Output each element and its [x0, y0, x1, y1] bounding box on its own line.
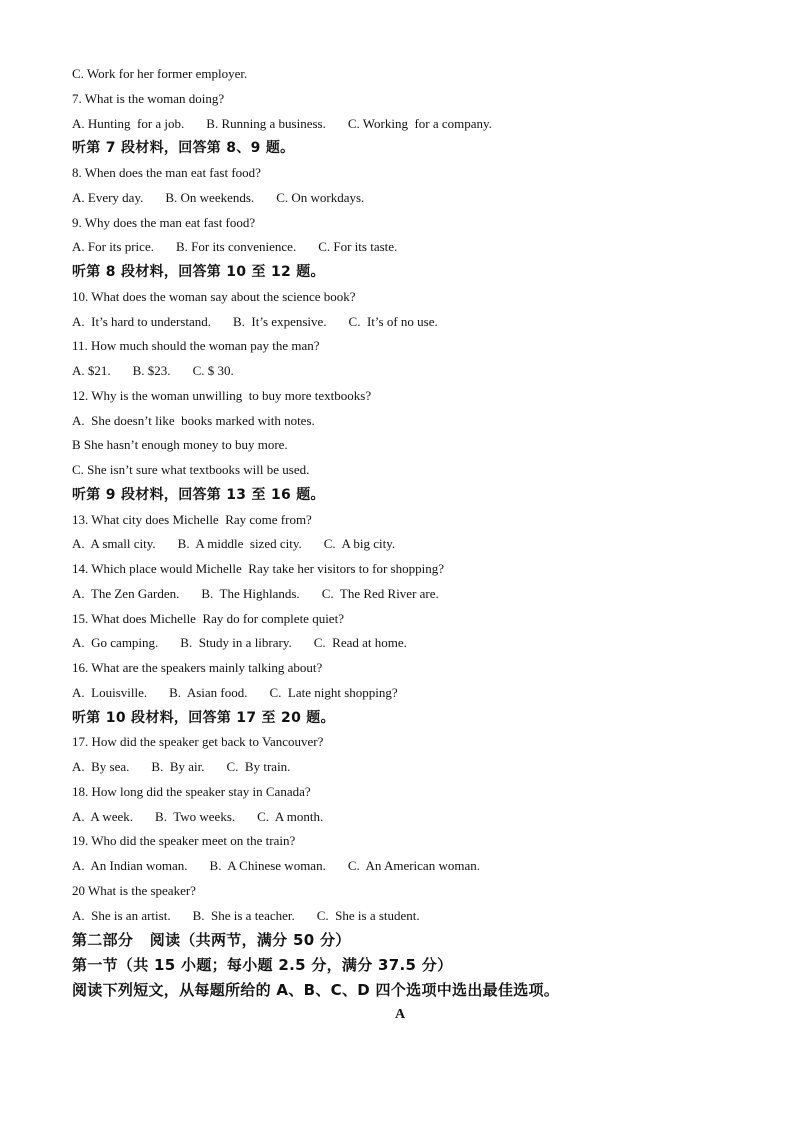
question-text: 19. Who did the speaker meet on the train?: [72, 833, 296, 849]
answer-option: B. She is a teacher.: [192, 907, 295, 923]
answer-options-row: [72, 805, 732, 830]
question-text: 16. What are the speakers mainly talking about?: [72, 660, 323, 675]
question-text: 17. How did the speaker get back to Vancouver?: [72, 734, 324, 750]
answer-options-row: [72, 582, 732, 607]
answer-options-row: [72, 112, 732, 137]
answer-option: B. A middle sized city.: [177, 536, 302, 552]
question-text: A. She doesn’t like books marked with notes.: [72, 412, 315, 428]
answer-option: B. For its convenience.: [175, 239, 297, 255]
answer-option: A. Go camping.: [72, 635, 159, 651]
answer-options-row: [72, 631, 732, 656]
answer-option: C. Working for a company.: [347, 115, 492, 131]
answer-option: A. An Indian woman.: [72, 858, 188, 873]
answer-options-row: [72, 359, 732, 384]
question-text: 20 What is the speaker?: [72, 882, 196, 898]
answer-option: A. For its price.: [72, 239, 154, 255]
answer-option: C. She is a student.: [316, 907, 420, 923]
section-heading: 听第 9 段材料，回答第 13 至 16 题。: [72, 486, 325, 503]
question-text: 14. Which place would Michelle Ray take her visitors to for shopping?: [72, 561, 444, 576]
answer-option: C. Read at home.: [313, 635, 407, 651]
answer-option: C. A big city.: [323, 536, 396, 552]
answer-option: C. For its taste.: [318, 239, 398, 255]
question-text: 15. What does Michelle Ray do for complete quiet?: [72, 610, 344, 626]
question-text: 18. How long did the speaker stay in Canada?: [72, 783, 311, 799]
question-text: 13. What city does Michelle Ray come from?: [72, 511, 312, 527]
answer-option: A. Louisville.: [72, 684, 148, 700]
answer-option: C. An American woman.: [347, 858, 480, 873]
answer-option: B. Asian food.: [169, 684, 248, 700]
answer-option: B. Study in a library.: [180, 635, 292, 651]
answer-option: B. By air.: [151, 759, 205, 774]
answer-options-row: [72, 532, 732, 557]
answer-option: B. The Highlands.: [201, 585, 300, 601]
answer-option: C. It’s of no use.: [348, 313, 438, 329]
question-text: 11. How much should the woman pay the man?: [72, 338, 320, 354]
question-text: 8. When does the man eat fast food?: [72, 165, 261, 180]
answer-option: A. Hunting for a job.: [72, 115, 185, 131]
answer-option: A. By sea.: [72, 759, 130, 774]
answer-option: C. Late night shopping?: [269, 684, 398, 700]
part-heading: 第二部分 阅读（共两节，满分 50 分）: [72, 931, 351, 950]
section-heading: 听第 7 段材料，回答第 8、9 题。: [72, 140, 295, 157]
answer-option: B. Running a business.: [206, 115, 326, 131]
answer-option: C. By train.: [226, 759, 291, 774]
answer-option: B. Two weeks.: [155, 808, 236, 824]
answer-option: C. The Red River are.: [321, 585, 439, 601]
answer-options-row: [72, 235, 732, 260]
question-text: C. Work for her former employer.: [72, 66, 248, 81]
question-text: 9. Why does the man eat fast food?: [72, 214, 256, 230]
answer-option: A. She is an artist.: [72, 907, 171, 923]
section-heading: 听第 8 段材料，回答第 10 至 12 题。: [72, 264, 325, 280]
answer-option: A. A week.: [72, 808, 134, 824]
answer-option: A. The Zen Garden.: [72, 585, 180, 601]
answer-option: A. Every day.: [72, 189, 144, 205]
answer-option: B. It’s expensive.: [233, 313, 327, 329]
part-heading: 阅读下列短文，从每题所给的 A、B、C、D 四个选项中选出最佳选项。: [72, 980, 560, 999]
part-heading: 第一节（共 15 小题；每小题 2.5 分，满分 37.5 分）: [72, 956, 453, 974]
question-text: 10. What does the woman say about the science book?: [72, 288, 356, 304]
question-text: B She hasn’t enough money to buy more.: [72, 437, 288, 453]
answer-option: A. A small city.: [72, 536, 156, 552]
answer-options-row: [72, 186, 732, 211]
answer-option: C. $ 30.: [192, 363, 234, 378]
answer-options-row: [72, 681, 732, 706]
answer-option: B. $23.: [132, 363, 171, 378]
answer-option: B. A Chinese woman.: [209, 858, 326, 873]
question-text: 12. Why is the woman unwilling to buy more textbooks?: [72, 387, 372, 403]
answer-options-row: [72, 755, 732, 780]
section-heading: 听第 10 段材料，回答第 17 至 20 题。: [72, 709, 335, 726]
answer-option: A. It’s hard to understand.: [72, 313, 212, 329]
answer-option: B. On weekends.: [165, 189, 255, 205]
passage-label: A: [394, 1006, 406, 1022]
answer-option: C. A month.: [257, 808, 324, 824]
question-text: 7. What is the woman doing?: [72, 90, 225, 106]
answer-options-row: [72, 904, 732, 929]
answer-options-row: [72, 310, 732, 335]
question-text: C. She isn’t sure what textbooks will be used.: [72, 462, 310, 477]
exam-page: [72, 62, 732, 1027]
answer-option: C. On workdays.: [276, 189, 365, 205]
answer-option: A. $21.: [72, 363, 111, 378]
answer-options-row: [72, 854, 732, 879]
